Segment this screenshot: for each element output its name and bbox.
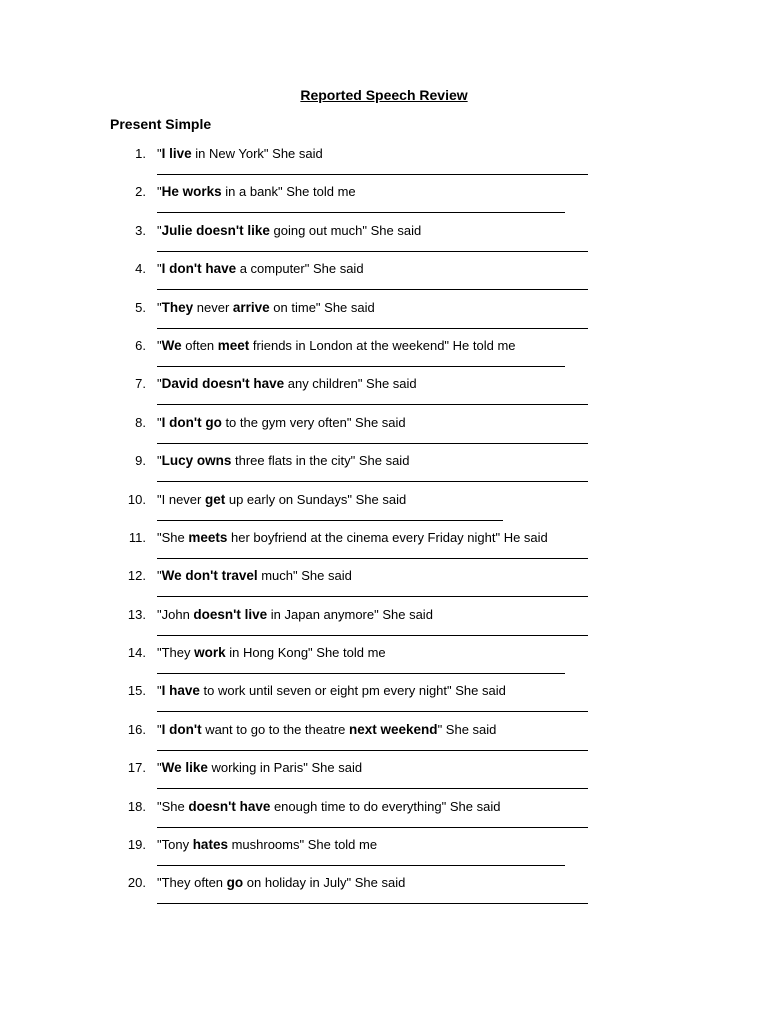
sentence-bold-segment: He works (161, 184, 222, 200)
exercise-number: 1. (135, 146, 146, 161)
exercise-number: 6. (135, 337, 146, 353)
sentence-segment: " (157, 146, 162, 161)
exercise-number: 10. (127, 491, 146, 507)
sentence-bold-segment: David doesn't have (161, 376, 285, 392)
sentence-segment: "She (157, 798, 189, 814)
sentence-bold-segment: get (204, 491, 226, 507)
sentence-segment: " (157, 568, 162, 584)
sentence-segment: mushrooms" She told me (227, 837, 378, 853)
sentence-segment: her boyfriend at the cinema every Friday night" He said (227, 529, 548, 545)
exercise-sentence (157, 491, 406, 508)
exercise-item (0, 566, 768, 604)
exercise-sentence (157, 644, 386, 661)
sentence-segment: "They (157, 645, 195, 661)
sentence-segment: " (157, 376, 162, 392)
exercise-number: 14. (127, 645, 146, 661)
sentence-bold-segment: I don't (161, 721, 202, 737)
exercise-number: 4. (135, 261, 146, 277)
answer-line[interactable] (157, 750, 588, 751)
sentence-segment: in a bank" She told me (221, 184, 356, 200)
exercise-sentence (157, 452, 409, 469)
exercise-sentence (157, 836, 377, 853)
sentence-segment: " She said (437, 721, 497, 737)
exercise-number: 5. (135, 299, 146, 315)
answer-line[interactable] (157, 788, 588, 789)
exercise-number: 3. (135, 222, 146, 238)
sentence-bold-segment: hates (192, 837, 228, 853)
exercise-list (0, 144, 768, 912)
answer-line[interactable] (157, 673, 565, 674)
exercise-item (0, 451, 768, 489)
exercise-sentence (157, 337, 516, 354)
sentence-bold-segment: doesn't have (188, 798, 271, 814)
exercise-item (0, 336, 768, 374)
sentence-bold-segment: I live (161, 146, 192, 161)
sentence-segment: to the gym very often" She said (221, 414, 406, 430)
sentence-segment: "John (157, 606, 194, 622)
exercise-sentence (157, 567, 352, 584)
answer-line[interactable] (157, 558, 588, 559)
sentence-segment: on holiday in July" She said (243, 875, 406, 891)
exercise-item (0, 720, 768, 758)
exercise-sentence (157, 375, 417, 392)
exercise-number: 15. (127, 683, 146, 699)
exercise-number: 12. (127, 568, 146, 584)
section-heading: Present Simple (110, 116, 212, 132)
sentence-segment: three flats in the city" She said (231, 453, 410, 469)
exercise-item (0, 681, 768, 719)
exercise-number: 16. (127, 721, 146, 737)
exercise-sentence (157, 759, 362, 776)
sentence-segment: "I never (157, 491, 205, 507)
exercise-item (0, 221, 768, 259)
sentence-bold-segment: meet (217, 337, 250, 353)
sentence-bold-segment: We like (161, 760, 208, 776)
sentence-segment: " (157, 222, 162, 238)
exercise-sentence (157, 874, 405, 891)
answer-line[interactable] (157, 212, 565, 213)
answer-line[interactable] (157, 596, 588, 597)
sentence-segment: "Tony (157, 837, 193, 853)
exercise-sentence (157, 798, 500, 815)
sentence-segment: friends in London at the weekend" He told me (249, 337, 516, 353)
exercise-sentence (157, 414, 406, 431)
sentence-segment: up early on Sundays" She said (225, 491, 407, 507)
exercise-item (0, 413, 768, 451)
exercise-number: 20. (127, 875, 146, 891)
sentence-segment: in Japan anymore" She said (267, 606, 433, 622)
exercise-number: 17. (127, 760, 146, 776)
sentence-segment: " (157, 760, 162, 776)
answer-line[interactable] (157, 328, 588, 329)
exercise-item (0, 528, 768, 566)
exercise-sentence (157, 682, 506, 699)
sentence-segment: going out much" She said (269, 222, 422, 238)
answer-line[interactable] (157, 865, 565, 866)
answer-line[interactable] (157, 481, 588, 482)
sentence-segment: working in Paris" She said (207, 760, 363, 776)
sentence-bold-segment: next weekend (349, 721, 438, 737)
answer-line[interactable] (157, 443, 588, 444)
exercise-sentence (157, 183, 356, 200)
answer-line[interactable] (157, 635, 588, 636)
exercise-number: 11. (128, 529, 146, 545)
sentence-bold-segment: Lucy owns (161, 453, 232, 469)
answer-line[interactable] (157, 827, 588, 828)
exercise-item (0, 182, 768, 220)
page-title: Reported Speech Review (300, 87, 468, 103)
sentence-bold-segment: We don't travel (161, 568, 258, 584)
sentence-bold-segment: Julie doesn't like (161, 222, 270, 238)
sentence-segment: " (157, 337, 162, 353)
answer-line[interactable] (157, 711, 588, 712)
sentence-bold-segment: arrive (232, 299, 270, 315)
exercise-sentence (157, 529, 548, 546)
answer-line[interactable] (157, 520, 503, 521)
exercise-sentence (157, 260, 364, 277)
sentence-segment: enough time to do everything" She said (270, 798, 501, 814)
sentence-bold-segment: work (194, 645, 226, 661)
sentence-segment: want to go to the theatre (201, 721, 350, 737)
sentence-segment: much" She said (257, 568, 352, 584)
sentence-segment: "She (157, 529, 189, 545)
sentence-segment: " (157, 299, 162, 315)
sentence-segment: on time" She said (269, 299, 375, 315)
exercise-sentence (157, 145, 323, 162)
sentence-segment: in New York" She said (191, 146, 323, 161)
exercise-number: 7. (135, 376, 146, 392)
exercise-item (0, 374, 768, 412)
sentence-segment: never (193, 299, 233, 315)
exercise-item (0, 758, 768, 796)
exercise-item (0, 144, 768, 182)
sentence-bold-segment: I don't go (161, 414, 222, 430)
exercise-item (0, 797, 768, 835)
sentence-segment: a computer" She said (236, 261, 364, 277)
sentence-segment: " (157, 414, 162, 430)
sentence-segment: " (157, 453, 162, 469)
sentence-segment: " (157, 721, 162, 737)
answer-line[interactable] (157, 366, 565, 367)
exercise-item (0, 490, 768, 528)
sentence-bold-segment: meets (188, 529, 228, 545)
sentence-segment: " (157, 184, 162, 200)
answer-line[interactable] (157, 903, 588, 904)
exercise-sentence (157, 606, 433, 623)
exercise-number: 19. (127, 837, 146, 853)
sentence-segment: often (181, 337, 218, 353)
answer-line[interactable] (157, 251, 588, 252)
sentence-bold-segment: I have (161, 683, 200, 699)
exercise-sentence (157, 299, 375, 316)
exercise-number: 18. (127, 798, 146, 814)
exercise-item (0, 259, 768, 297)
answer-line[interactable] (157, 289, 588, 290)
sentence-segment: to work until seven or eight pm every night" She said (199, 683, 506, 699)
exercise-number: 2. (135, 184, 146, 200)
answer-line[interactable] (157, 174, 588, 175)
exercise-item (0, 873, 768, 911)
exercise-item (0, 605, 768, 643)
sentence-bold-segment: go (226, 875, 244, 891)
sentence-bold-segment: doesn't live (193, 606, 268, 622)
answer-line[interactable] (157, 404, 588, 405)
sentence-segment: "They often (157, 875, 227, 891)
sentence-bold-segment: They (161, 299, 194, 315)
exercise-number: 13. (127, 606, 146, 622)
exercise-number: 8. (135, 414, 146, 430)
exercise-item (0, 643, 768, 681)
sentence-segment: " (157, 683, 162, 699)
exercise-sentence (157, 222, 421, 239)
sentence-bold-segment: We (161, 337, 182, 353)
sentence-segment: in Hong Kong" She told me (225, 645, 386, 661)
exercise-item (0, 298, 768, 336)
exercise-item (0, 835, 768, 873)
sentence-bold-segment: I don't have (161, 261, 237, 277)
sentence-segment: any children" She said (284, 376, 417, 392)
sentence-segment: " (157, 261, 162, 277)
exercise-number: 9. (135, 453, 146, 469)
exercise-sentence (157, 721, 496, 738)
